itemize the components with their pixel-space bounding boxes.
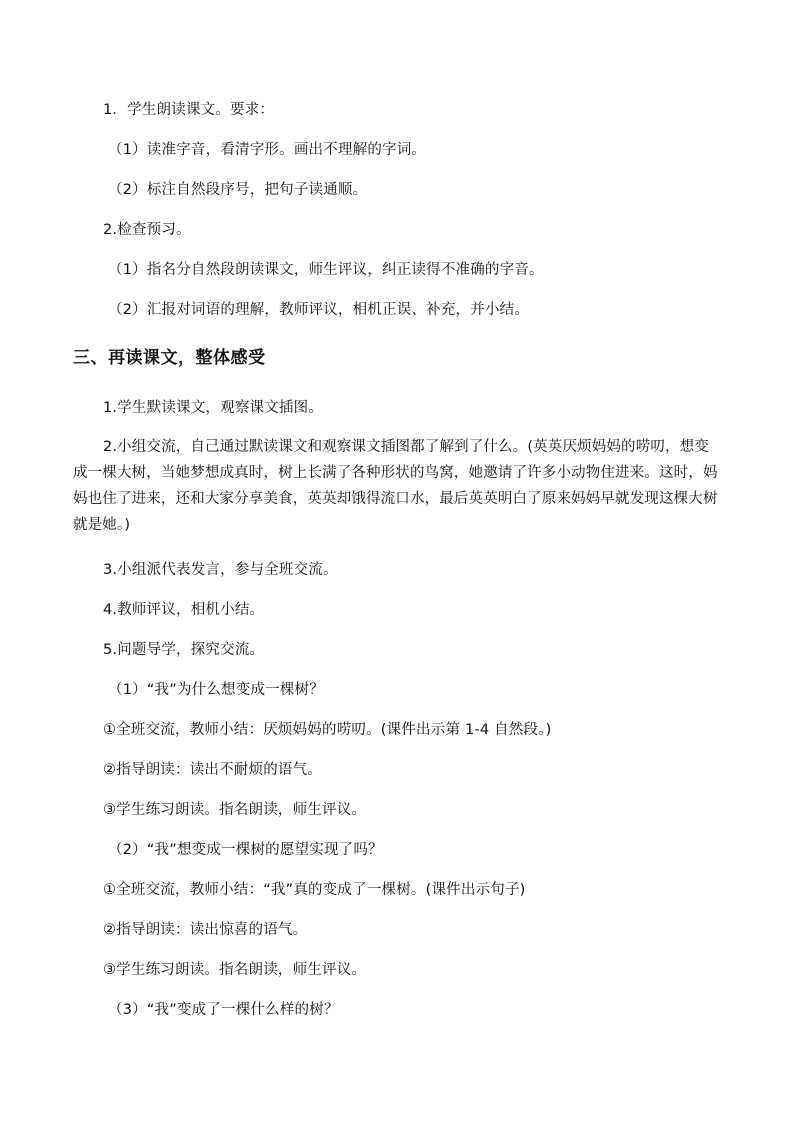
question-2-item-3: ③学生练习朗读。指名朗读，师生评议。	[103, 962, 367, 978]
step-1-read-aloud: 1．学生朗读课文。要求：	[103, 102, 275, 118]
question-1-item-1: ①全班交流，教师小结：厌烦妈妈的唠叨。(课件出示第 1-4 自然段。)	[103, 722, 552, 738]
step-1-silent-read: 1.学生默读课文，观察课文插图。	[103, 400, 324, 416]
step-2-group-discussion	[73, 434, 723, 538]
question-1-item-2: ②指导朗读：读出不耐烦的语气。	[103, 762, 322, 778]
requirement-1: （1）读准字音，看清字形。画出不理解的字词。	[108, 142, 427, 158]
group-discussion-text: 2.小组交流，自己通过默读课文和观察课文插图都了解到了什么。(英英厌烦妈妈的唠叨，想变成一棵大树，当她梦想成真时，树上长满了各种形状的鸟窝，她邀请了许多小动物住进来。这时，妈妈也住了进来，还和大家分享美食，英英却饿得流口水，最后英英明白了原来妈妈早就发现这棵大树就是她。)	[73, 439, 718, 533]
question-2-item-1: ①全班交流，教师小结：“我”真的变成了一棵树。(课件出示句子)	[103, 882, 526, 898]
question-2-item-2: ②指导朗读：读出惊喜的语气。	[103, 922, 308, 938]
step-2-check-preview: 2.检查预习。	[103, 222, 191, 238]
check-item-1: （1）指名分自然段朗读课文，师生评议，纠正读得不准确的字音。	[108, 262, 544, 278]
check-item-2: （2）汇报对词语的理解，教师评议，相机正误、补充，并小结。	[108, 302, 530, 318]
step-3-representative: 3.小组派代表发言，参与全班交流。	[103, 562, 338, 578]
question-3: （3）“我”变成了一棵什么样的树？	[108, 1002, 339, 1018]
requirement-2: （2）标注自然段序号，把句子读通顺。	[108, 182, 368, 198]
section-heading-3: 三、再读课文，整体感受	[73, 348, 266, 368]
question-1: （1）“我”为什么想变成一棵树？	[108, 682, 324, 698]
question-1-item-3: ③学生练习朗读。指名朗读，师生评议。	[103, 802, 367, 818]
question-2: （2）“我”想变成一棵树的愿望实现了吗？	[108, 842, 383, 858]
step-5-guided-questions: 5.问题导学，探究交流。	[103, 642, 265, 658]
step-4-teacher-comment: 4.教师评议，相机小结。	[103, 602, 265, 618]
